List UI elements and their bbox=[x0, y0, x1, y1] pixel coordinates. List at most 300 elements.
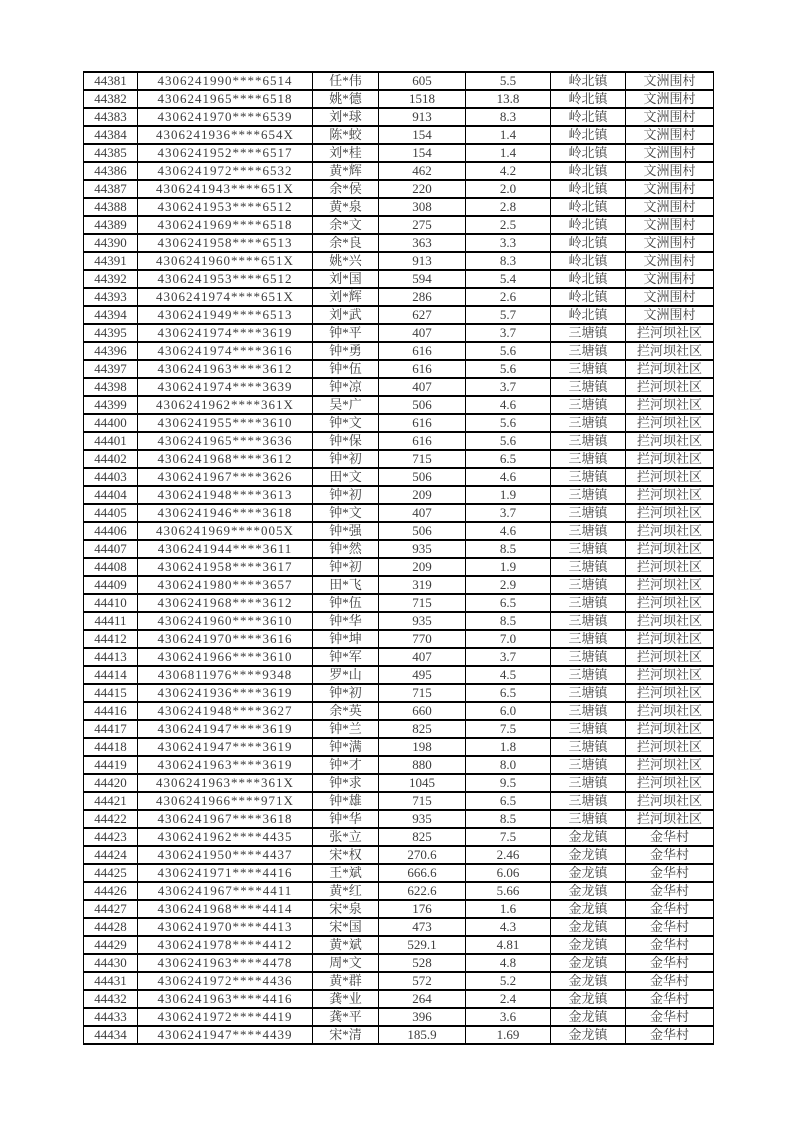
cell-seq: 44423 bbox=[84, 828, 138, 846]
cell-amount: 935 bbox=[379, 540, 466, 558]
cell-id-number: 4306241946****3618 bbox=[138, 504, 313, 522]
cell-id-number: 4306241960****651X bbox=[138, 252, 313, 270]
cell-name: 龚*业 bbox=[313, 990, 379, 1008]
table-row bbox=[84, 108, 714, 126]
cell-seq: 44422 bbox=[84, 810, 138, 828]
table-row bbox=[84, 1026, 714, 1044]
cell-village: 金华村 bbox=[626, 828, 714, 846]
cell-seq: 44415 bbox=[84, 684, 138, 702]
cell-name: 钟*坤 bbox=[313, 630, 379, 648]
cell-id-number: 4306241978****4412 bbox=[138, 936, 313, 954]
cell-name: 钟*初 bbox=[313, 486, 379, 504]
table-row bbox=[84, 918, 714, 936]
cell-town: 三塘镇 bbox=[551, 486, 626, 504]
table-row bbox=[84, 288, 714, 306]
cell-town: 三塘镇 bbox=[551, 702, 626, 720]
cell-town: 金龙镇 bbox=[551, 972, 626, 990]
cell-rate: 6.06 bbox=[466, 864, 551, 882]
cell-id-number: 4306241963****361X bbox=[138, 774, 313, 792]
cell-village: 文洲围村 bbox=[626, 306, 714, 324]
cell-town: 金龙镇 bbox=[551, 1008, 626, 1026]
cell-name: 黄*红 bbox=[313, 882, 379, 900]
cell-name: 张*立 bbox=[313, 828, 379, 846]
cell-seq: 44381 bbox=[84, 72, 138, 90]
cell-rate: 2.4 bbox=[466, 990, 551, 1008]
cell-seq: 44426 bbox=[84, 882, 138, 900]
cell-rate: 5.6 bbox=[466, 342, 551, 360]
cell-name: 姚*德 bbox=[313, 90, 379, 108]
cell-name: 钟*保 bbox=[313, 432, 379, 450]
cell-town: 金龙镇 bbox=[551, 954, 626, 972]
cell-town: 金龙镇 bbox=[551, 990, 626, 1008]
cell-town: 岭北镇 bbox=[551, 288, 626, 306]
cell-name: 钟*勇 bbox=[313, 342, 379, 360]
table-row bbox=[84, 432, 714, 450]
cell-id-number: 4306241974****3619 bbox=[138, 324, 313, 342]
cell-amount: 660 bbox=[379, 702, 466, 720]
table-row bbox=[84, 594, 714, 612]
cell-amount: 264 bbox=[379, 990, 466, 1008]
cell-seq: 44386 bbox=[84, 162, 138, 180]
cell-name: 田*文 bbox=[313, 468, 379, 486]
cell-village: 文洲围村 bbox=[626, 216, 714, 234]
cell-village: 金华村 bbox=[626, 864, 714, 882]
cell-rate: 2.5 bbox=[466, 216, 551, 234]
cell-id-number: 4306241943****651X bbox=[138, 180, 313, 198]
cell-seq: 44401 bbox=[84, 432, 138, 450]
cell-town: 三塘镇 bbox=[551, 648, 626, 666]
cell-town: 岭北镇 bbox=[551, 180, 626, 198]
cell-village: 拦河坝社区 bbox=[626, 720, 714, 738]
cell-rate: 5.6 bbox=[466, 414, 551, 432]
cell-rate: 3.7 bbox=[466, 378, 551, 396]
table-row bbox=[84, 216, 714, 234]
cell-name: 余*英 bbox=[313, 702, 379, 720]
cell-seq: 44419 bbox=[84, 756, 138, 774]
cell-village: 拦河坝社区 bbox=[626, 792, 714, 810]
cell-rate: 4.81 bbox=[466, 936, 551, 954]
cell-amount: 627 bbox=[379, 306, 466, 324]
cell-seq: 44425 bbox=[84, 864, 138, 882]
cell-name: 钟*强 bbox=[313, 522, 379, 540]
cell-seq: 44424 bbox=[84, 846, 138, 864]
cell-name: 宋*权 bbox=[313, 846, 379, 864]
cell-amount: 363 bbox=[379, 234, 466, 252]
cell-town: 金龙镇 bbox=[551, 828, 626, 846]
cell-amount: 407 bbox=[379, 378, 466, 396]
cell-amount: 270.6 bbox=[379, 846, 466, 864]
cell-name: 钟*华 bbox=[313, 810, 379, 828]
table-row bbox=[84, 648, 714, 666]
cell-seq: 44420 bbox=[84, 774, 138, 792]
table-row bbox=[84, 954, 714, 972]
cell-seq: 44405 bbox=[84, 504, 138, 522]
cell-name: 陈*蛟 bbox=[313, 126, 379, 144]
cell-town: 三塘镇 bbox=[551, 756, 626, 774]
cell-village: 文洲围村 bbox=[626, 234, 714, 252]
table-row bbox=[84, 198, 714, 216]
cell-rate: 1.6 bbox=[466, 900, 551, 918]
cell-town: 三塘镇 bbox=[551, 684, 626, 702]
cell-village: 拦河坝社区 bbox=[626, 684, 714, 702]
cell-seq: 44402 bbox=[84, 450, 138, 468]
cell-seq: 44414 bbox=[84, 666, 138, 684]
cell-rate: 7.5 bbox=[466, 720, 551, 738]
cell-town: 岭北镇 bbox=[551, 198, 626, 216]
cell-village: 金华村 bbox=[626, 990, 714, 1008]
cell-name: 黄*辉 bbox=[313, 162, 379, 180]
cell-name: 黄*群 bbox=[313, 972, 379, 990]
cell-rate: 3.7 bbox=[466, 324, 551, 342]
cell-name: 宋*国 bbox=[313, 918, 379, 936]
cell-rate: 4.5 bbox=[466, 666, 551, 684]
cell-name: 余*良 bbox=[313, 234, 379, 252]
cell-village: 拦河坝社区 bbox=[626, 324, 714, 342]
cell-amount: 506 bbox=[379, 396, 466, 414]
table-row bbox=[84, 342, 714, 360]
cell-village: 文洲围村 bbox=[626, 126, 714, 144]
cell-name: 余*文 bbox=[313, 216, 379, 234]
cell-rate: 4.6 bbox=[466, 468, 551, 486]
cell-rate: 6.5 bbox=[466, 684, 551, 702]
cell-id-number: 4306241967****3618 bbox=[138, 810, 313, 828]
table-row bbox=[84, 396, 714, 414]
cell-town: 金龙镇 bbox=[551, 882, 626, 900]
cell-amount: 616 bbox=[379, 342, 466, 360]
cell-village: 拦河坝社区 bbox=[626, 738, 714, 756]
table-row bbox=[84, 234, 714, 252]
cell-name: 钟*才 bbox=[313, 756, 379, 774]
cell-name: 钟*文 bbox=[313, 504, 379, 522]
cell-amount: 616 bbox=[379, 360, 466, 378]
cell-rate: 5.7 bbox=[466, 306, 551, 324]
cell-town: 三塘镇 bbox=[551, 432, 626, 450]
cell-village: 拦河坝社区 bbox=[626, 486, 714, 504]
cell-village: 金华村 bbox=[626, 1008, 714, 1026]
cell-name: 姚*兴 bbox=[313, 252, 379, 270]
cell-town: 岭北镇 bbox=[551, 108, 626, 126]
cell-id-number: 4306241936****654X bbox=[138, 126, 313, 144]
cell-id-number: 4306241969****005X bbox=[138, 522, 313, 540]
cell-rate: 3.3 bbox=[466, 234, 551, 252]
cell-rate: 1.4 bbox=[466, 144, 551, 162]
cell-amount: 616 bbox=[379, 414, 466, 432]
cell-name: 任*伟 bbox=[313, 72, 379, 90]
table-row bbox=[84, 450, 714, 468]
cell-town: 三塘镇 bbox=[551, 576, 626, 594]
cell-name: 钟*凉 bbox=[313, 378, 379, 396]
cell-seq: 44409 bbox=[84, 576, 138, 594]
cell-rate: 5.4 bbox=[466, 270, 551, 288]
cell-village: 文洲围村 bbox=[626, 180, 714, 198]
table-row bbox=[84, 846, 714, 864]
cell-name: 钟*华 bbox=[313, 612, 379, 630]
table-row bbox=[84, 468, 714, 486]
cell-town: 三塘镇 bbox=[551, 720, 626, 738]
cell-amount: 715 bbox=[379, 792, 466, 810]
cell-seq: 44429 bbox=[84, 936, 138, 954]
cell-seq: 44432 bbox=[84, 990, 138, 1008]
cell-id-number: 4306241968****3612 bbox=[138, 450, 313, 468]
cell-id-number: 4306241972****4419 bbox=[138, 1008, 313, 1026]
cell-village: 拦河坝社区 bbox=[626, 756, 714, 774]
cell-id-number: 4306241958****3617 bbox=[138, 558, 313, 576]
cell-village: 拦河坝社区 bbox=[626, 414, 714, 432]
cell-amount: 495 bbox=[379, 666, 466, 684]
cell-seq: 44391 bbox=[84, 252, 138, 270]
cell-village: 金华村 bbox=[626, 882, 714, 900]
cell-town: 岭北镇 bbox=[551, 162, 626, 180]
cell-rate: 8.3 bbox=[466, 108, 551, 126]
table-row bbox=[84, 144, 714, 162]
cell-town: 三塘镇 bbox=[551, 468, 626, 486]
cell-name: 黄*泉 bbox=[313, 198, 379, 216]
cell-seq: 44395 bbox=[84, 324, 138, 342]
cell-town: 岭北镇 bbox=[551, 72, 626, 90]
cell-id-number: 4306241967****3626 bbox=[138, 468, 313, 486]
cell-id-number: 4306241955****3610 bbox=[138, 414, 313, 432]
cell-amount: 396 bbox=[379, 1008, 466, 1026]
cell-rate: 4.6 bbox=[466, 522, 551, 540]
cell-amount: 1518 bbox=[379, 90, 466, 108]
cell-id-number: 4306241949****6513 bbox=[138, 306, 313, 324]
table-row bbox=[84, 126, 714, 144]
cell-seq: 44382 bbox=[84, 90, 138, 108]
cell-seq: 44390 bbox=[84, 234, 138, 252]
cell-village: 文洲围村 bbox=[626, 108, 714, 126]
cell-rate: 7.0 bbox=[466, 630, 551, 648]
cell-seq: 44431 bbox=[84, 972, 138, 990]
cell-rate: 1.9 bbox=[466, 558, 551, 576]
cell-village: 拦河坝社区 bbox=[626, 540, 714, 558]
table-row bbox=[84, 558, 714, 576]
cell-id-number: 4306241947****3619 bbox=[138, 720, 313, 738]
cell-village: 金华村 bbox=[626, 972, 714, 990]
cell-amount: 176 bbox=[379, 900, 466, 918]
cell-rate: 6.5 bbox=[466, 450, 551, 468]
cell-village: 金华村 bbox=[626, 936, 714, 954]
cell-id-number: 4306241974****3616 bbox=[138, 342, 313, 360]
cell-id-number: 4306241963****3619 bbox=[138, 756, 313, 774]
table-row bbox=[84, 378, 714, 396]
cell-amount: 154 bbox=[379, 144, 466, 162]
cell-name: 钟*军 bbox=[313, 648, 379, 666]
cell-name: 刘*武 bbox=[313, 306, 379, 324]
table-row bbox=[84, 774, 714, 792]
cell-town: 三塘镇 bbox=[551, 324, 626, 342]
cell-seq: 44407 bbox=[84, 540, 138, 558]
cell-village: 拦河坝社区 bbox=[626, 630, 714, 648]
cell-town: 三塘镇 bbox=[551, 810, 626, 828]
cell-name: 钟*雄 bbox=[313, 792, 379, 810]
table-row bbox=[84, 180, 714, 198]
cell-amount: 529.1 bbox=[379, 936, 466, 954]
cell-name: 刘*国 bbox=[313, 270, 379, 288]
cell-seq: 44433 bbox=[84, 1008, 138, 1026]
cell-amount: 572 bbox=[379, 972, 466, 990]
cell-id-number: 4306241966****971X bbox=[138, 792, 313, 810]
cell-rate: 3.6 bbox=[466, 1008, 551, 1026]
cell-amount: 1045 bbox=[379, 774, 466, 792]
cell-id-number: 4306241950****4437 bbox=[138, 846, 313, 864]
cell-seq: 44388 bbox=[84, 198, 138, 216]
cell-id-number: 4306241960****3610 bbox=[138, 612, 313, 630]
cell-amount: 935 bbox=[379, 810, 466, 828]
cell-rate: 3.7 bbox=[466, 648, 551, 666]
cell-village: 拦河坝社区 bbox=[626, 576, 714, 594]
cell-seq: 44416 bbox=[84, 702, 138, 720]
cell-amount: 154 bbox=[379, 126, 466, 144]
cell-town: 岭北镇 bbox=[551, 306, 626, 324]
table-row bbox=[84, 162, 714, 180]
table-row bbox=[84, 72, 714, 90]
table-row bbox=[84, 720, 714, 738]
cell-name: 周*文 bbox=[313, 954, 379, 972]
cell-id-number: 4306241974****651X bbox=[138, 288, 313, 306]
cell-seq: 44412 bbox=[84, 630, 138, 648]
table-row bbox=[84, 630, 714, 648]
cell-rate: 13.8 bbox=[466, 90, 551, 108]
cell-id-number: 4306241970****6539 bbox=[138, 108, 313, 126]
cell-id-number: 4306241974****3639 bbox=[138, 378, 313, 396]
cell-amount: 319 bbox=[379, 576, 466, 594]
cell-seq: 44408 bbox=[84, 558, 138, 576]
cell-name: 钟*文 bbox=[313, 414, 379, 432]
cell-seq: 44397 bbox=[84, 360, 138, 378]
cell-name: 宋*泉 bbox=[313, 900, 379, 918]
cell-town: 金龙镇 bbox=[551, 1026, 626, 1044]
cell-village: 文洲围村 bbox=[626, 90, 714, 108]
cell-town: 岭北镇 bbox=[551, 216, 626, 234]
cell-town: 金龙镇 bbox=[551, 846, 626, 864]
cell-town: 三塘镇 bbox=[551, 666, 626, 684]
cell-name: 钟*平 bbox=[313, 324, 379, 342]
cell-seq: 44413 bbox=[84, 648, 138, 666]
cell-amount: 825 bbox=[379, 720, 466, 738]
cell-rate: 3.7 bbox=[466, 504, 551, 522]
cell-town: 金龙镇 bbox=[551, 936, 626, 954]
cell-village: 金华村 bbox=[626, 954, 714, 972]
table-row bbox=[84, 270, 714, 288]
cell-village: 文洲围村 bbox=[626, 144, 714, 162]
cell-amount: 473 bbox=[379, 918, 466, 936]
cell-amount: 935 bbox=[379, 612, 466, 630]
table-row bbox=[84, 972, 714, 990]
cell-rate: 7.5 bbox=[466, 828, 551, 846]
cell-rate: 1.69 bbox=[466, 1026, 551, 1044]
cell-village: 拦河坝社区 bbox=[626, 360, 714, 378]
cell-seq: 44387 bbox=[84, 180, 138, 198]
cell-village: 拦河坝社区 bbox=[626, 810, 714, 828]
cell-id-number: 4306241972****6532 bbox=[138, 162, 313, 180]
cell-village: 文洲围村 bbox=[626, 252, 714, 270]
cell-id-number: 4306241963****4478 bbox=[138, 954, 313, 972]
cell-village: 拦河坝社区 bbox=[626, 396, 714, 414]
cell-amount: 462 bbox=[379, 162, 466, 180]
cell-amount: 913 bbox=[379, 108, 466, 126]
table-row bbox=[84, 936, 714, 954]
cell-id-number: 4306241948****3627 bbox=[138, 702, 313, 720]
cell-town: 三塘镇 bbox=[551, 504, 626, 522]
cell-village: 拦河坝社区 bbox=[626, 666, 714, 684]
cell-name: 刘*球 bbox=[313, 108, 379, 126]
table-row bbox=[84, 864, 714, 882]
cell-seq: 44400 bbox=[84, 414, 138, 432]
cell-rate: 9.5 bbox=[466, 774, 551, 792]
cell-town: 岭北镇 bbox=[551, 126, 626, 144]
cell-amount: 275 bbox=[379, 216, 466, 234]
cell-amount: 715 bbox=[379, 594, 466, 612]
cell-rate: 8.5 bbox=[466, 810, 551, 828]
cell-amount: 407 bbox=[379, 324, 466, 342]
cell-rate: 8.3 bbox=[466, 252, 551, 270]
cell-rate: 1.8 bbox=[466, 738, 551, 756]
cell-seq: 44403 bbox=[84, 468, 138, 486]
cell-rate: 6.5 bbox=[466, 792, 551, 810]
cell-id-number: 4306241972****4436 bbox=[138, 972, 313, 990]
cell-id-number: 4306241953****6512 bbox=[138, 270, 313, 288]
cell-village: 拦河坝社区 bbox=[626, 612, 714, 630]
cell-rate: 8.5 bbox=[466, 540, 551, 558]
table-row bbox=[84, 738, 714, 756]
cell-village: 拦河坝社区 bbox=[626, 432, 714, 450]
cell-rate: 5.5 bbox=[466, 72, 551, 90]
table-row bbox=[84, 684, 714, 702]
beneficiary-table bbox=[83, 71, 714, 1045]
cell-village: 文洲围村 bbox=[626, 198, 714, 216]
cell-name: 钟*求 bbox=[313, 774, 379, 792]
cell-rate: 5.66 bbox=[466, 882, 551, 900]
cell-town: 岭北镇 bbox=[551, 234, 626, 252]
cell-town: 岭北镇 bbox=[551, 252, 626, 270]
cell-seq: 44418 bbox=[84, 738, 138, 756]
cell-amount: 594 bbox=[379, 270, 466, 288]
table-row bbox=[84, 756, 714, 774]
table-row bbox=[84, 666, 714, 684]
table-row bbox=[84, 324, 714, 342]
cell-amount: 198 bbox=[379, 738, 466, 756]
cell-amount: 825 bbox=[379, 828, 466, 846]
cell-rate: 2.9 bbox=[466, 576, 551, 594]
cell-amount: 770 bbox=[379, 630, 466, 648]
cell-town: 三塘镇 bbox=[551, 738, 626, 756]
cell-amount: 528 bbox=[379, 954, 466, 972]
cell-id-number: 4306241971****4416 bbox=[138, 864, 313, 882]
cell-amount: 407 bbox=[379, 648, 466, 666]
cell-name: 罗*山 bbox=[313, 666, 379, 684]
cell-name: 余*侯 bbox=[313, 180, 379, 198]
cell-amount: 880 bbox=[379, 756, 466, 774]
cell-rate: 8.5 bbox=[466, 612, 551, 630]
cell-rate: 4.2 bbox=[466, 162, 551, 180]
cell-town: 三塘镇 bbox=[551, 612, 626, 630]
cell-seq: 44389 bbox=[84, 216, 138, 234]
cell-town: 三塘镇 bbox=[551, 342, 626, 360]
beneficiary-table-body bbox=[84, 72, 714, 1044]
cell-town: 三塘镇 bbox=[551, 594, 626, 612]
cell-id-number: 4306241952****6517 bbox=[138, 144, 313, 162]
cell-village: 拦河坝社区 bbox=[626, 342, 714, 360]
cell-town: 三塘镇 bbox=[551, 522, 626, 540]
cell-name: 钟*初 bbox=[313, 558, 379, 576]
cell-id-number: 4306241970****4413 bbox=[138, 918, 313, 936]
cell-seq: 44406 bbox=[84, 522, 138, 540]
cell-rate: 8.0 bbox=[466, 756, 551, 774]
cell-name: 刘*桂 bbox=[313, 144, 379, 162]
table-row bbox=[84, 414, 714, 432]
cell-amount: 616 bbox=[379, 432, 466, 450]
cell-seq: 44417 bbox=[84, 720, 138, 738]
